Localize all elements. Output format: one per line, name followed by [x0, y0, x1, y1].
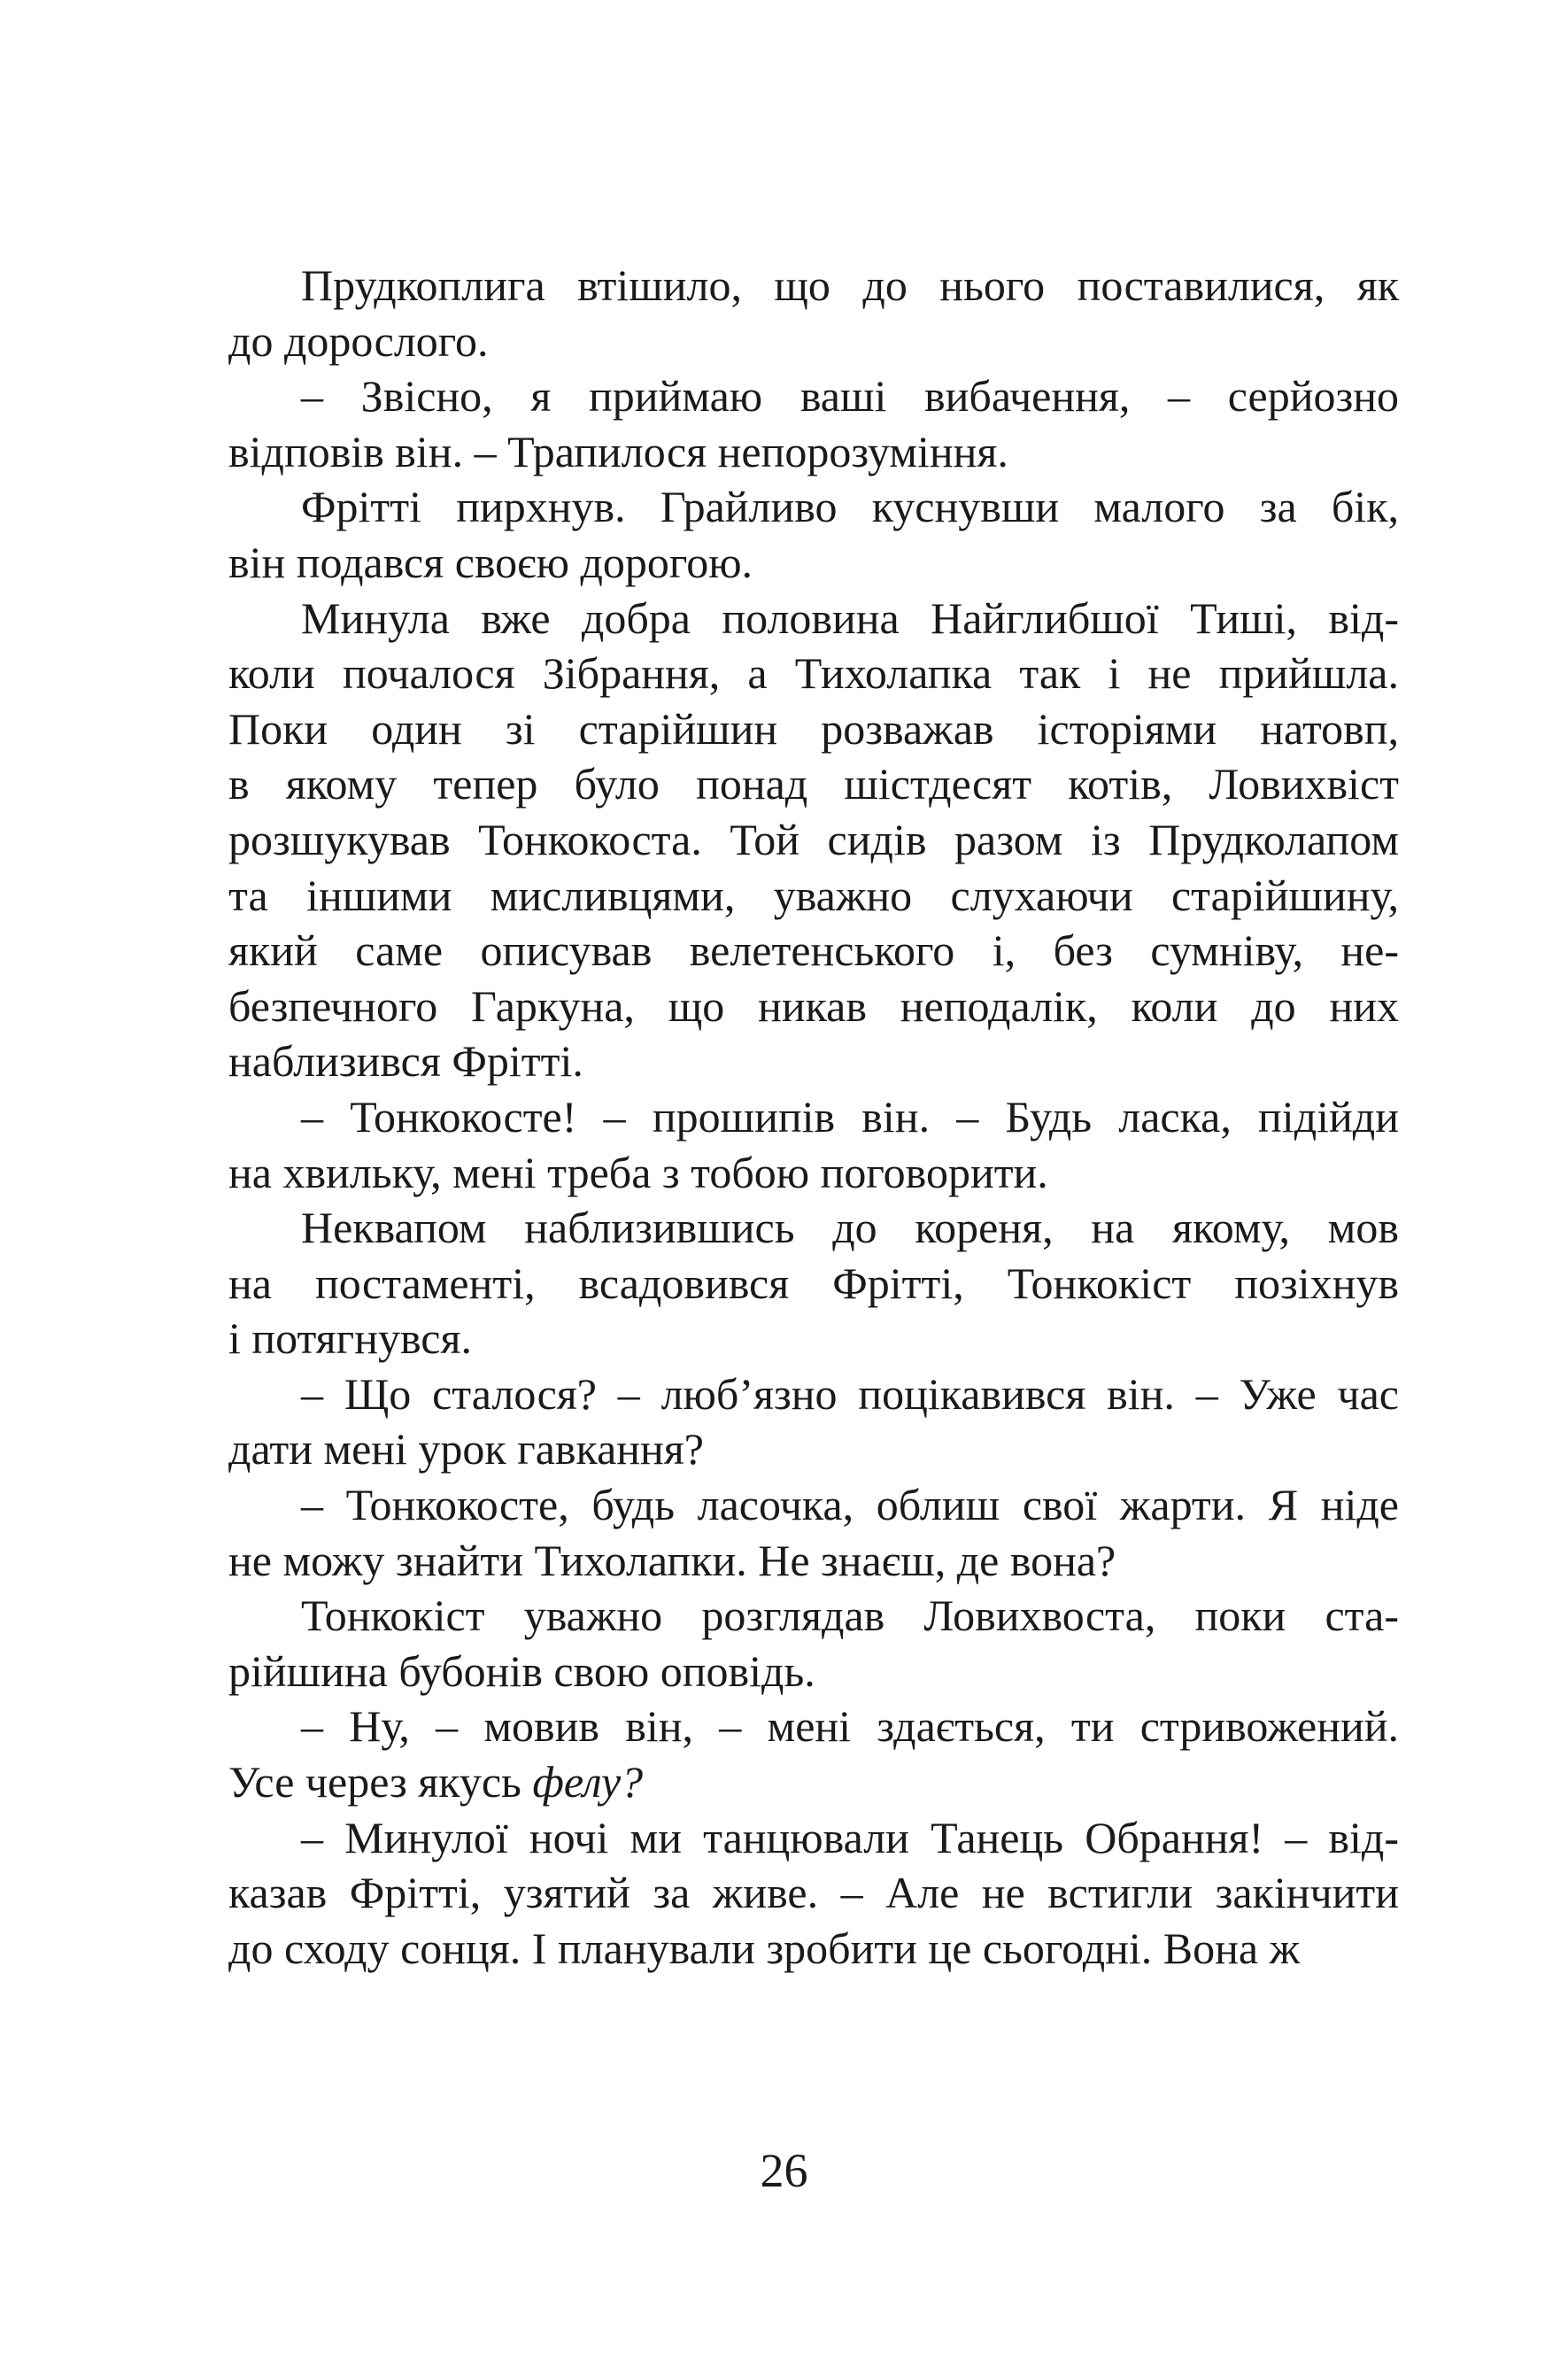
text-line: коли почалося Зібрання, а Тихолапка так і не прийшла. [228, 648, 1399, 699]
text-line: на хвильку, мені треба з тобою поговорити. [228, 1147, 1048, 1197]
text-line: безпечного Гаркуна, що никав неподалік, коли до них [228, 980, 1399, 1031]
paragraph [228, 1588, 1399, 1699]
text-line: Тонкокіст уважно розглядав Ловихвоста, поки ста- [301, 1591, 1399, 1641]
paragraph [228, 479, 1399, 590]
paragraph [228, 1477, 1399, 1588]
paragraph [228, 591, 1399, 1089]
text-line: Минула вже добра половина Найглибшої Тиші, від- [301, 592, 1399, 643]
text-line: Усе через якусь фелу? [228, 1757, 644, 1807]
italic-word: фелу? [532, 1757, 644, 1807]
text-line: до сходу сонця. І планували зробити це сьогодні. Вона ж [228, 1923, 1301, 1973]
text-line: Неквапом наблизившись до кореня, на якому, мов [301, 1203, 1399, 1253]
paragraph [228, 1089, 1399, 1200]
text-line: рійшина бубонів свою оповідь. [228, 1645, 815, 1696]
text-line: – Що сталося? – люб’язно поцікавився він. – Уже час [301, 1368, 1399, 1419]
paragraph [228, 258, 1399, 368]
text-line: він подався своєю дорогою. [228, 537, 753, 587]
text-line: і потягнувся. [228, 1313, 472, 1364]
paragraph [228, 1810, 1399, 1977]
text-line: на постаменті, всадовився Фрітті, Тонкокіст позіхнув [228, 1258, 1399, 1308]
text-line: – Минулої ночі ми танцювали Танець Обрання! – від- [301, 1812, 1399, 1862]
text-line: до дорослого. [228, 315, 489, 366]
text-line: – Ну, – мовив він, – мені здається, ти стривожений. [301, 1701, 1399, 1752]
paragraph [228, 368, 1399, 479]
body-text [228, 258, 1399, 1976]
text-line: казав Фрітті, узятий за живе. – Але не встигли закінчити [228, 1868, 1399, 1918]
text-line: – Звісно, я приймаю ваші вибачення, – серйозно [301, 371, 1399, 422]
paragraph [228, 1366, 1399, 1477]
text-line: дати мені урок гавкання? [228, 1424, 704, 1474]
text-line: та іншими мисливцями, уважно слухаючи старійшину, [228, 870, 1399, 920]
text-line: розшукував Тонкокоста. Той сидів разом із Прудколапом [228, 814, 1399, 864]
text-line: в якому тепер було понад шістдесят котів, Ловихвіст [228, 759, 1399, 809]
text-line: – Тонкокосте! – прошипів він. – Будь ласка, підійди [301, 1091, 1399, 1142]
text-line: відповів він. – Трапилося непорозуміння. [228, 426, 1008, 476]
text-line: Поки один зі старійшин розважав історіями натовп, [228, 703, 1399, 754]
text-line: наблизився Фрітті. [228, 1036, 583, 1087]
paragraph [228, 1200, 1399, 1366]
text-line: не можу знайти Тихолапки. Не знаєш, де вона? [228, 1535, 1116, 1585]
text-line: Фрітті пирхнув. Грайливо куснувши малого за бік, [301, 482, 1399, 532]
text-line: Прудкоплига втішило, що до нього поставилися, як [301, 260, 1399, 310]
text-line: – Тонкокосте, будь ласочка, облиш свої жарти. Я ніде [301, 1480, 1399, 1530]
text-line: який саме описував велетенського і, без сумніву, не- [228, 925, 1399, 976]
paragraph [228, 1699, 1399, 1809]
page-number: 26 [760, 2144, 808, 2197]
